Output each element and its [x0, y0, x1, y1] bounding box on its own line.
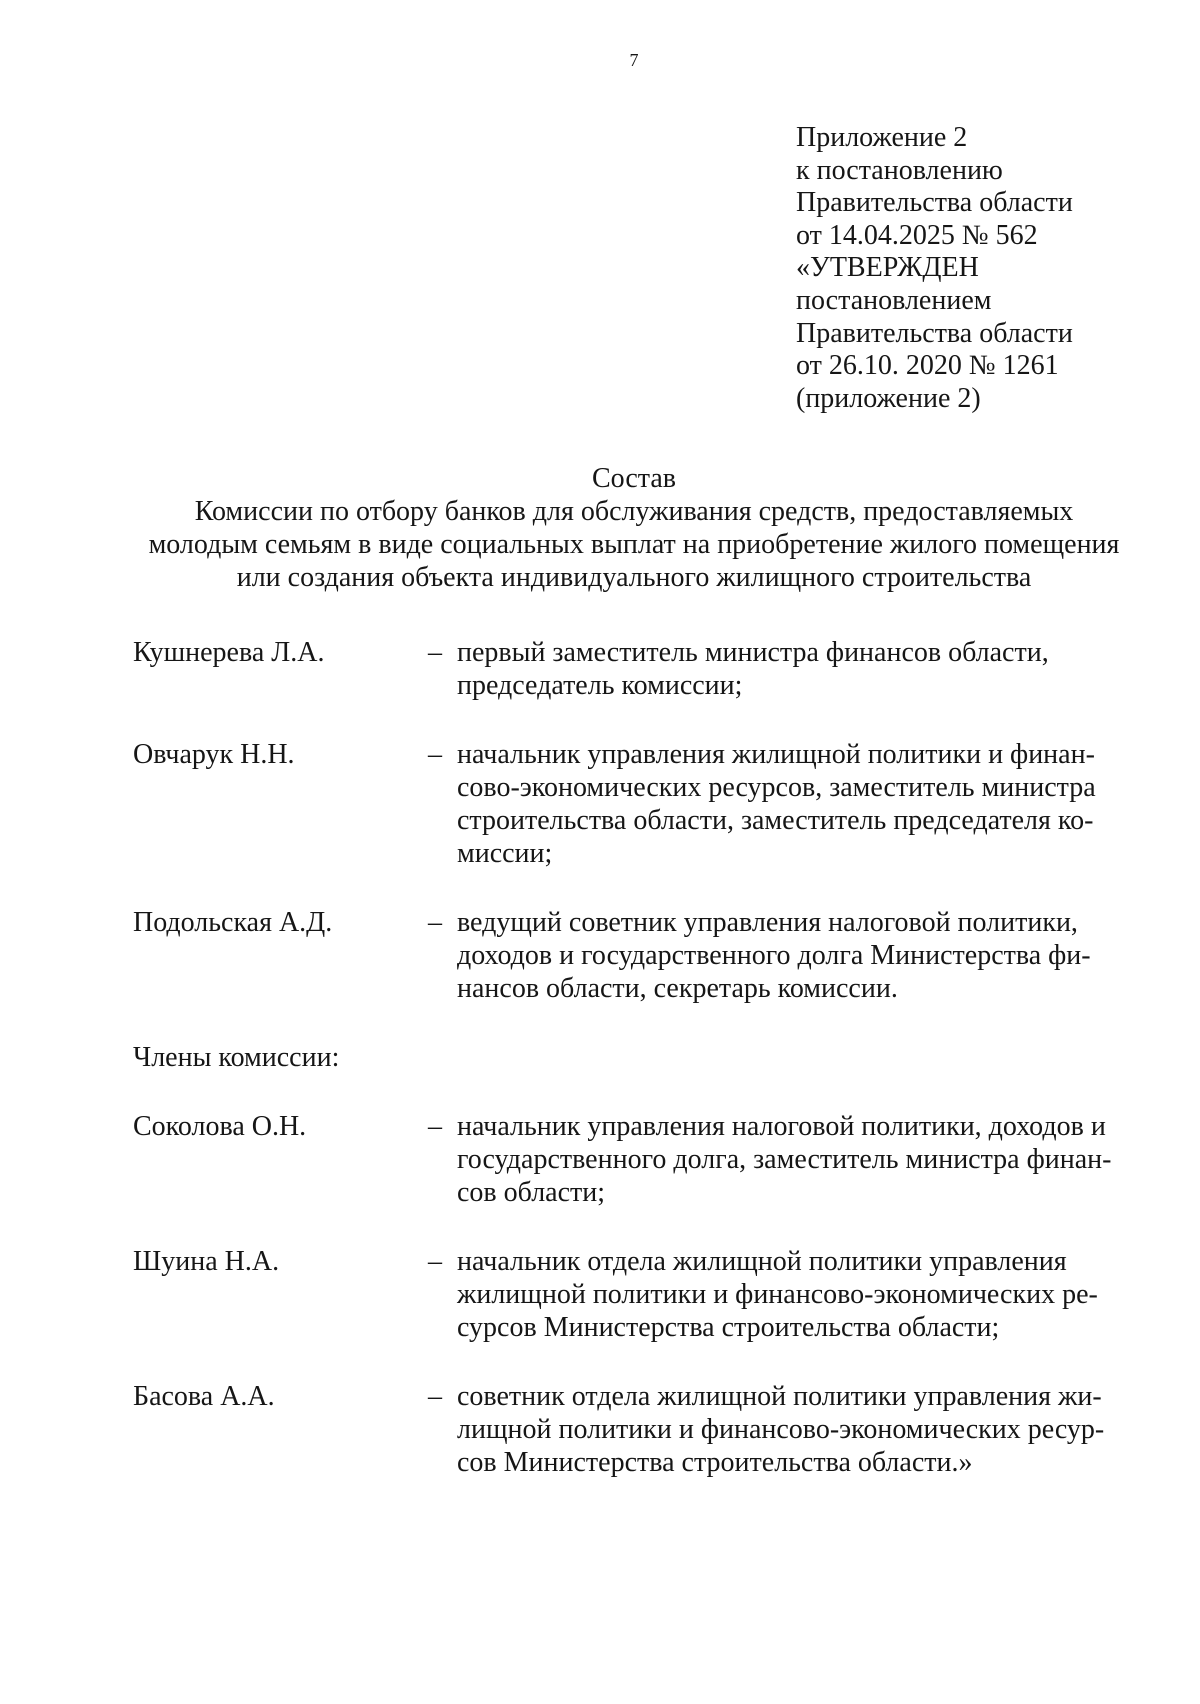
- member-entry: [133, 738, 1133, 870]
- duty-line: строительства области, заместитель председателя ко-: [457, 805, 1094, 836]
- member-entry: [133, 1110, 1133, 1209]
- duty-line: советник отдела жилищной политики управления жи-: [457, 1381, 1102, 1412]
- appendix-line: к постановлению: [796, 154, 1003, 186]
- appendix-line: Правительства области: [796, 187, 1073, 219]
- duty-line: ведущий советник управления налоговой политики,: [457, 907, 1078, 938]
- member-name: Подольская А.Д.: [133, 907, 333, 938]
- member-duty: [457, 1110, 1157, 1209]
- appendix-line: от 14.04.2025 № 562: [796, 219, 1038, 251]
- dash: –: [428, 1381, 442, 1412]
- page-number: 7: [629, 50, 639, 70]
- member-entry: [133, 1380, 1133, 1479]
- duty-line: сов Министерства строительства области.»: [457, 1447, 973, 1478]
- heading-title: Состав: [591, 463, 677, 494]
- duty-line: жилищной политики и финансово-экономических ре-: [457, 1279, 1098, 1310]
- member-entry: [133, 1245, 1133, 1344]
- dash: –: [428, 907, 442, 938]
- member-duty: [457, 1245, 1157, 1344]
- duty-line: первый заместитель министра финансов области,: [457, 637, 1049, 668]
- duty-line: лищной политики и финансово-экономических ресур-: [457, 1414, 1105, 1445]
- duty-line: нансов области, секретарь комиссии.: [457, 973, 898, 1004]
- dash: –: [428, 739, 442, 770]
- duty-line: государственного долга, заместитель министра финан-: [457, 1144, 1112, 1175]
- duty-line: начальник отдела жилищной политики управления: [457, 1246, 1067, 1277]
- appendix-line: от 26.10. 2020 № 1261: [796, 350, 1059, 382]
- member-duty: [457, 738, 1157, 870]
- commission-composition: [133, 636, 1133, 1479]
- appendix-block: [796, 122, 1176, 415]
- appendix-line: Приложение 2: [796, 122, 968, 153]
- duty-line: доходов и государственного долга Министерства фи-: [457, 940, 1091, 971]
- member-name: Шуина Н.А.: [133, 1246, 280, 1277]
- duty-line: сов области;: [457, 1177, 606, 1208]
- appendix-line: (приложение 2): [796, 382, 981, 414]
- duty-line: миссии;: [457, 838, 553, 869]
- members-label: Члены комиссии:: [133, 1042, 340, 1073]
- heading-subtitle-line: молодым семьям в виде социальных выплат на приобретение жилого помещения: [148, 529, 1120, 560]
- member-entry: [133, 636, 1133, 702]
- member-name: Басова А.А.: [133, 1381, 275, 1412]
- dash: –: [428, 1246, 442, 1277]
- document-heading: [0, 462, 1200, 594]
- duty-line: сово-экономических ресурсов, заместитель министра: [457, 772, 1096, 803]
- duty-line: сурсов Министерства строительства области;: [457, 1312, 1000, 1343]
- member-entry: [133, 906, 1133, 1005]
- member-duty: [457, 906, 1157, 1005]
- duty-line: начальник управления налоговой политики, доходов и: [457, 1111, 1106, 1142]
- duty-line: председатель комиссии;: [457, 670, 743, 701]
- member-duty: [457, 636, 1157, 702]
- member-name: Соколова О.Н.: [133, 1111, 307, 1142]
- appendix-line: Правительства области: [796, 317, 1073, 349]
- dash: –: [428, 1111, 442, 1142]
- heading-subtitle-line: или создания объекта индивидуального жилищного строительства: [236, 562, 1032, 593]
- member-name: Кушнерева Л.А.: [133, 637, 325, 668]
- member-name: Овчарук Н.Н.: [133, 739, 295, 770]
- member-duty: [457, 1380, 1157, 1479]
- appendix-line: постановлением: [796, 284, 992, 316]
- duty-line: начальник управления жилищной политики и финан-: [457, 739, 1095, 770]
- heading-subtitle-line: Комиссии по отбору банков для обслуживания средств, предоставляемых: [194, 496, 1074, 527]
- appendix-line: «УТВЕРЖДЕН: [796, 252, 979, 284]
- dash: –: [428, 637, 442, 668]
